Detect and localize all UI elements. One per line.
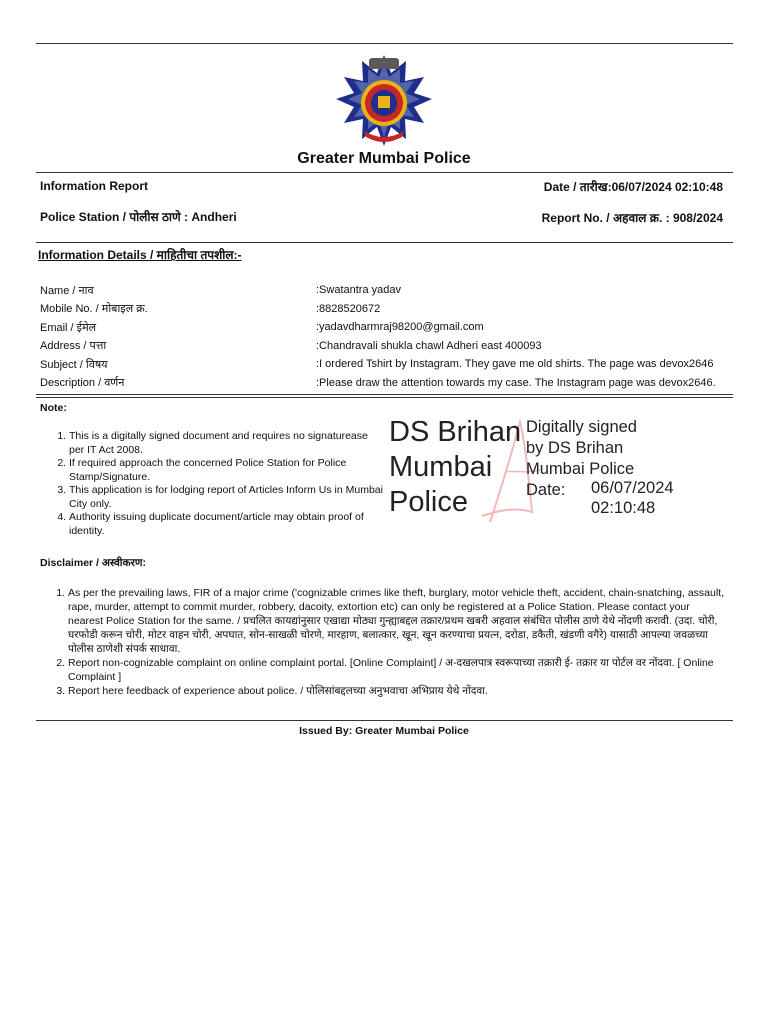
note-item: 4. Authority issuing duplicate document/article may obtain proof of identity. <box>69 511 383 538</box>
signed-line3: Mumbai Police <box>526 460 635 478</box>
signer-name-line1: DS Brihan <box>389 416 522 448</box>
report-type: Information Report <box>40 179 148 193</box>
name-value: :Swatantra yadav <box>316 284 401 296</box>
description-label: Description / वर्णन <box>40 377 125 389</box>
disclaimer-item: 1. As per the prevailing laws, FIR of a major crime ('cognizable crimes like theft, burglary, motor vehicle theft, accident, chain-snatching, assault, rape, murder, attempt to commit murder, robbery, dacoity, extortion etc) can only be registered at a Police Station. Please contact your nearest Police Station for the same. / प्रचलित कायद्यांनुसार एखाद्या मोठ्या गुन्ह्याबद्दल तक्रार/प्रथम खबरी अहवाल संबंधित पोलीस ठाणे येथे नोंदणी करावी. (उदा. चोरी, घरफोडी करून चोरी, मोटर वाहन चोरी, अपघात, सोन-साखळी चोरणे, मारहाण, बलात्कार, खून, खून करण्याचा प्रयत्न, दरोडा, डकैती, खंडणी वगैरे) यासाठी आपल्या जवळच्या पोलीस ठाणेशी संपर्क साधावा. <box>68 586 724 656</box>
description-value: :Please draw the attention towards my case. The Instagram page was devox2646. <box>316 377 716 389</box>
signed-time-value: 02:10:48 <box>591 499 656 517</box>
signer-name-line2: Mumbai <box>389 451 493 483</box>
note-item: 1. This is a digitally signed document and requires no signaturease per IT Act 2008. <box>69 430 383 457</box>
disclaimer-item: 3. Report here feedback of experience about police. / पोलिसांबद्दलच्या अनुभवाचा अभिप्राय येथे नोंदवा. <box>68 684 724 698</box>
signed-date-value: 06/07/2024 <box>591 479 674 497</box>
signed-line1: Digitally signed <box>526 418 637 436</box>
disclaimer-item: 2. Report non-cognizable complaint on online complaint portal. [Online Complaint] / अ-दखलपात्र स्वरूपाच्या तक्रारी ई- तक्रार या पोर्टल वर नोंदवा. [ Online Complaint ] <box>68 656 724 684</box>
signed-line2: by DS Brihan <box>526 439 624 457</box>
note-item: 2. If required approach the concerned Police Station for Police Stamp/Signature. <box>69 457 383 484</box>
disclaimer-heading: Disclaimer / अस्वीकरण: <box>40 557 146 569</box>
mobile-label: Mobile No. / मोबाइल क्र. <box>40 303 148 315</box>
disclaimer-list <box>42 586 724 698</box>
address-value: :Chandravali shukla chawl Adheri east 400093 <box>316 340 542 352</box>
details-heading: Information Details / माहितीचा तपशील:- <box>38 248 242 262</box>
signer-name-line3: Police <box>389 486 468 518</box>
police-emblem <box>334 53 434 148</box>
footer-divider <box>36 720 733 721</box>
title-divider <box>36 172 733 173</box>
note-item: 3. This application is for lodging report of Articles Inform Us in Mumbai City only. <box>69 484 383 511</box>
issued-by: Issued By: Greater Mumbai Police <box>299 725 469 737</box>
email-label: Email / ईमेल <box>40 322 97 334</box>
address-label: Address / पत्ता <box>40 340 107 352</box>
note-list <box>43 430 383 538</box>
report-date: Date / तारीख:06/07/2024 02:10:48 <box>543 180 723 194</box>
subject-value: :I ordered Tshirt by Instagram. They gave me old shirts. The page was devox2646 <box>316 358 714 370</box>
signed-date-label: Date: <box>526 481 566 499</box>
mobile-value: :8828520672 <box>316 303 381 315</box>
details-divider-bottom <box>36 397 733 398</box>
email-value: :yadavdharmraj98200@gmail.com <box>316 321 484 333</box>
header-divider <box>36 242 733 243</box>
police-station: Police Station / पोलीस ठाणे : Andheri <box>40 210 237 224</box>
police-emblem-icon <box>334 53 434 148</box>
top-divider <box>36 43 733 44</box>
org-title: Greater Mumbai Police <box>297 150 471 167</box>
report-number: Report No. / अहवाल क्र. : 908/2024 <box>541 211 723 225</box>
name-label: Name / नाव <box>40 285 94 297</box>
details-divider-top <box>36 394 733 395</box>
subject-label: Subject / विषय <box>40 359 108 371</box>
note-heading: Note: <box>40 402 67 414</box>
digital-signature <box>385 412 730 527</box>
